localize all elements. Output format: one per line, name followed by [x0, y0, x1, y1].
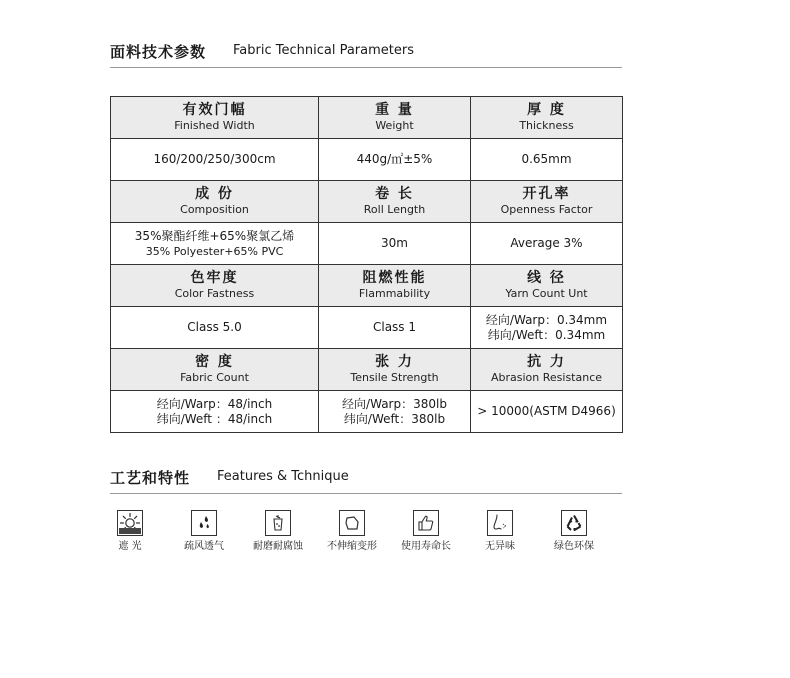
header-en: Openness Factor [500, 203, 593, 216]
thumbs-up-icon [413, 510, 439, 536]
feature-item [467, 510, 533, 553]
header-en: Color Fastness [174, 287, 255, 300]
header-en: Tensile Strength [350, 371, 439, 384]
table-value-cell [111, 391, 319, 433]
section-title-cn: 面料技术参数 [110, 43, 207, 61]
corrosion-resistant-icon [265, 510, 291, 536]
parameters-table [110, 96, 623, 433]
section-title-en: Fabric Technical Parameters [233, 43, 414, 58]
value-line: Class 5.0 [187, 320, 242, 334]
value-line: > 10000(ASTM D4966) [477, 404, 616, 418]
table-header-cell [471, 97, 623, 139]
header-en: Finished Width [174, 119, 255, 132]
table-header-cell [319, 265, 471, 307]
table-value-cell [111, 307, 319, 349]
feature-item [97, 510, 163, 553]
header-en: Fabric Count [180, 371, 249, 384]
table-header-cell [111, 181, 319, 223]
header-en: Abrasion Resistance [490, 371, 603, 384]
value-line: 纬向/Weft：0.34mm [487, 327, 606, 342]
header-cn: 重 量 [375, 102, 414, 118]
feature-item [245, 510, 311, 553]
table-header-cell [471, 349, 623, 391]
feature-label: 使用寿命长 [401, 541, 451, 552]
table-value-cell [471, 139, 623, 181]
header-cn: 有效门幅 [182, 102, 247, 118]
value-line: 经向/Warp：0.34mm [485, 312, 608, 327]
header-cn: 抗 力 [527, 354, 566, 370]
header-cn: 张 力 [375, 354, 414, 370]
section-title-cn: 工艺和特性 [110, 469, 191, 487]
table-value-row [111, 223, 623, 265]
table-header-cell [471, 265, 623, 307]
header-en: Yarn Count Unt [505, 287, 588, 300]
table-value-cell [471, 391, 623, 433]
feature-label: 无异味 [485, 541, 515, 552]
table-header-cell [111, 265, 319, 307]
header-en: Flammability [358, 287, 431, 300]
feature-item [393, 510, 459, 553]
value-line: Average 3% [510, 236, 583, 250]
value-line: 160/200/250/300cm [153, 152, 276, 166]
value-line: Class 1 [372, 320, 417, 334]
table-header-cell [319, 349, 471, 391]
table-header-row [111, 97, 623, 139]
header-cn: 线 径 [527, 270, 566, 286]
section-header-parameters [110, 41, 622, 68]
header-en: Thickness [519, 119, 574, 132]
table-value-cell [319, 307, 471, 349]
header-cn: 卷 长 [375, 186, 414, 202]
value-line: 30m [381, 236, 408, 250]
table-value-cell [111, 223, 319, 265]
feature-label: 耐磨耐腐蚀 [253, 541, 303, 552]
table-header-cell [471, 181, 623, 223]
table-value-row [111, 307, 623, 349]
table-header-cell [111, 97, 319, 139]
value-line: 经向/Warp：380lb [342, 396, 447, 411]
feature-item [171, 510, 237, 553]
header-cn: 阻燃性能 [362, 270, 427, 286]
breathable-icon [191, 510, 217, 536]
header-cn: 厚 度 [527, 102, 566, 118]
table-header-row [111, 349, 623, 391]
table-value-cell [319, 139, 471, 181]
value-line: 0.65mm [521, 152, 572, 166]
value-line: 纬向/Weft：380lb [343, 411, 446, 426]
table-header-cell [319, 181, 471, 223]
header-en: Composition [180, 203, 249, 216]
table-value-cell [319, 391, 471, 433]
table-value-row [111, 391, 623, 433]
feature-label: 遮 光 [118, 541, 142, 552]
header-en: Weight [375, 119, 414, 132]
table-header-row [111, 181, 623, 223]
recycle-icon [561, 510, 587, 536]
table-value-row [111, 139, 623, 181]
table-value-cell [471, 223, 623, 265]
section-header-features [110, 467, 622, 494]
feature-item [541, 510, 607, 553]
table-value-cell [319, 223, 471, 265]
header-cn: 密 度 [195, 354, 234, 370]
value-line: 35%聚酯纤维+65%聚氯乙烯 [134, 228, 295, 243]
table-value-cell [471, 307, 623, 349]
features-list [110, 510, 630, 570]
value-line: 纬向/Weft ：48/inch [156, 411, 273, 426]
header-cn: 开孔率 [522, 186, 571, 202]
table-header-cell [319, 97, 471, 139]
table-value-cell [111, 139, 319, 181]
header-cn: 成 份 [195, 186, 234, 202]
nose-icon [487, 510, 513, 536]
value-line: 440g/㎡±5% [356, 152, 433, 166]
feature-label: 不伸缩变形 [327, 541, 377, 552]
header-cn: 色牢度 [190, 270, 239, 286]
feature-label: 绿色环保 [554, 541, 594, 552]
feature-label: 疏风透气 [184, 541, 224, 552]
table-header-cell [111, 349, 319, 391]
sun-icon [117, 510, 143, 536]
no-deformation-icon [339, 510, 365, 536]
section-title-en: Features & Tchnique [217, 469, 349, 484]
table-header-row [111, 265, 623, 307]
header-en: Roll Length [363, 203, 426, 216]
value-line: 经向/Warp：48/inch [156, 396, 273, 411]
feature-item [319, 510, 385, 553]
value-line: 35% Polyester+65% PVC [145, 244, 284, 258]
